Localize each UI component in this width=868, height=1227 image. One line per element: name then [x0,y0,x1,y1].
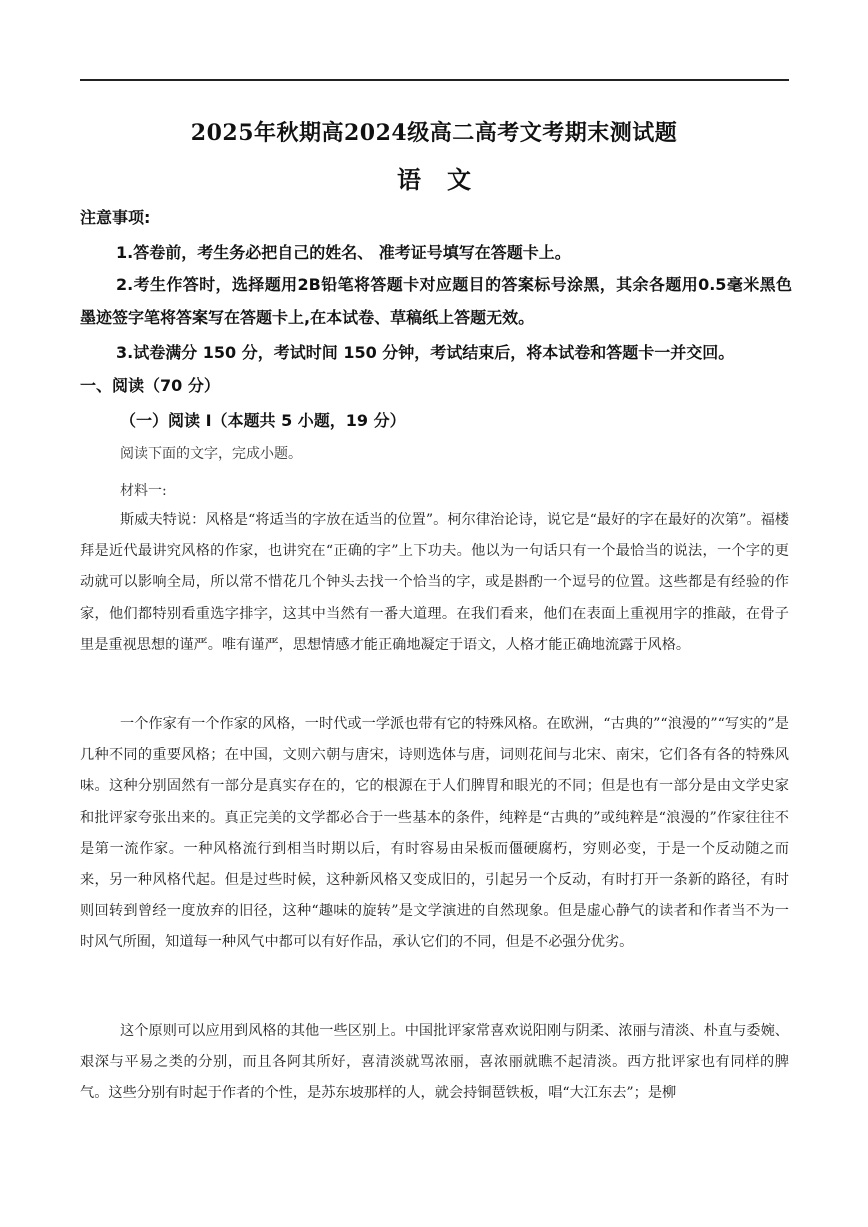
header-rule [80,79,789,81]
subject-title: 语文 [397,165,497,194]
note-item-1: 1.答卷前，考生务必把自己的姓名、 准考证号填写在答题卡上。 [116,243,571,262]
section-heading: 一、阅读（70 分） [80,376,220,395]
material-label: 材料一: [120,483,167,499]
material-paragraph-1: 斯威夫特说：风格是“将适当的字放在适当的位置”。柯尔律治论诗，说它是“最好的字在最好的次第”。福楼拜是近代最讲究风格的作家，也讲究在“正确的字”上下功夫。他以为一句话只有一个最恰当的说法，一个字的更动就可以影响全局，所以常不惜花几个钟头去找一个恰当的字，或是斟酌一个逗号的位置。这些都是有经验的作家，他们都特别看重选字排字，这其中当然有一番大道理。在我们看来，他们在表面上重视用字的推敲，在骨子里是重视思想的谨严。唯有谨严，思想情感才能正确地凝定于语文，人格才能正确地流露于风格。 [80,512,789,653]
material-paragraph-3: 这个原则可以应用到风格的其他一些区别上。中国批评家常喜欢说阳刚与阴柔、浓丽与清淡、朴直与委婉、艰深与平易之类的分别，而且各阿其所好，喜清淡就骂浓丽，喜浓丽就瞧不起清淡。西方批评家也有同样的脾气。这些分别有时起于作者的个性，是苏东坡那样的人，就会持铜琶铁板，唱“大江东去”；是柳 [80,1023,789,1102]
note-item-2: 2.考生作答时，选择题用2B铅笔将答题卡对应题目的答案标号涂黑，其余各题用0.5毫米黑色墨迹签字笔将答案写在答题卡上,在本试卷、草稿纸上答题无效。 [80,275,792,327]
subsection-heading: （一）阅读 I（本题共 5 小题，19 分） [120,411,406,430]
material-paragraph-2: 一个作家有一个作家的风格，一时代或一学派也带有它的特殊风格。在欧洲，“古典的”“浪漫的”“写实的”是几种不同的重要风格；在中国，文则六朝与唐宋，诗则选体与唐，词则花间与北宋、南宋，它们各有各的特殊风味。这种分别固然有一部分是真实存在的，它的根源在于人们脾胃和眼光的不同；但是也有一部分是由文学史家和批评家夸张出来的。真正完美的文学都必合于一些基本的条件，纯粹是“古典的”或纯粹是“浪漫的”作家往往不是第一流作家。一种风格流行到相当时期以后，有时容易由呆板而僵硬腐朽，穷则必变，于是一个反动随之而来，另一种风格代起。但是过些时候，这种新风格又变成旧的，引起另一个反动，有时打开一条新的路径，有时则回转到曾经一度放弃的旧径，这种“趣味的旋转”是文学演进的自然现象。但是虚心静气的读者和作者当不为一时风气所囿，知道每一种风气中都可以有好作品，承认它们的不同，但是不必强分优劣。 [80,716,789,951]
exam-title: 2025年秋期高2024级高二高考文考期末测试题 [190,120,678,146]
notes-heading: 注意事项: [80,208,151,227]
note-item-3: 3.试卷满分 150 分，考试时间 150 分钟，考试结束后，将本试卷和答题卡一并交回。 [116,343,735,362]
reading-instruction: 阅读下面的文字，完成小题。 [120,446,302,462]
